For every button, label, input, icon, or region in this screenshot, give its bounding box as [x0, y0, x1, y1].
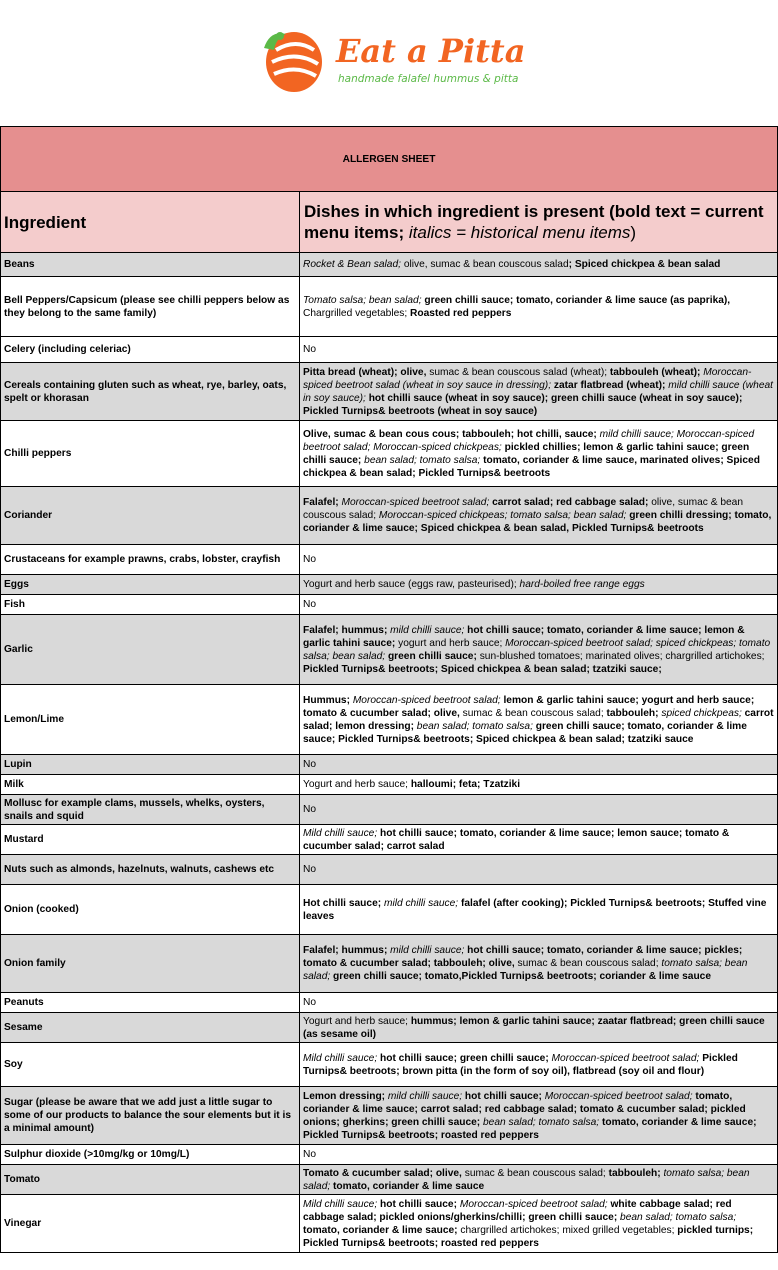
dishes-header-main: Dishes in which ingredient is present (bold text = current menu items; [304, 202, 764, 242]
dish-text: Tomato salsa; bean salad; [303, 294, 422, 306]
table-row [1, 935, 778, 993]
dish-text: hot chilli sauce; tomato, coriander & lime sauce; pickles; tomato & cucumber salad; tabbouleh; olive, [303, 945, 743, 969]
dish-text: tabbouleh; [603, 707, 659, 719]
dishes-cell [300, 363, 778, 421]
title-row [1, 127, 778, 192]
ingredient-cell: Mustard [1, 825, 300, 855]
dish-text: No [303, 1149, 317, 1160]
dish-text: Mild chilli sauce; [303, 1052, 378, 1064]
dish-text: carrot salad; red cabbage salad; [489, 497, 649, 508]
dishes-cell [300, 685, 778, 755]
ingredient-cell: Nuts such as almonds, hazelnuts, walnuts, cashews etc [1, 855, 300, 885]
dish-text: Moroccan-spiced beetroot salad; [541, 1090, 693, 1102]
dish-text: mild chilli sauce; [385, 1090, 463, 1102]
dish-text: bean salad; tomato salsa; [480, 1116, 600, 1128]
dish-text: Hummus; [303, 694, 350, 706]
table-row [1, 253, 778, 277]
dish-text: spiced chickpeas; [658, 707, 742, 719]
dish-text: mild chilli sauce; [387, 624, 465, 636]
dish-text: Falafel; hummus; [303, 624, 388, 636]
dishes-cell [300, 421, 778, 487]
dish-text: sun-blushed tomatoes; marinated olives; chargrilled artichokes; [476, 650, 765, 662]
dishes-cell [300, 855, 778, 885]
dish-text: No [303, 554, 317, 565]
dish-text: hot chilli sauce; green chilli sauce; [377, 1052, 549, 1064]
dish-text: sumac & bean couscous salad; [514, 958, 659, 969]
ingredient-cell: Mollusc for example clams, mussels, whelks, oysters, snails and squid [1, 795, 300, 825]
ingredient-cell: Eggs [1, 575, 300, 595]
dish-text: pickled turnips; Pickled Turnips& beetroots; roasted red peppers [303, 1224, 754, 1249]
dish-text: Moroccan-spiced beetroot salad; [349, 694, 501, 706]
dishes-cell [300, 1165, 778, 1195]
dishes-cell [300, 1195, 778, 1253]
table-row [1, 755, 778, 775]
dish-text: yogurt and herb sauce; [395, 637, 503, 649]
dish-text: hot chilli sauce; tomato, coriander & lime sauce; lemon & garlic tahini sauce; [303, 624, 745, 649]
table-row [1, 1013, 778, 1043]
dish-text: Moroccan-spiced beetroot salad; [457, 1198, 608, 1210]
dish-text: bean salad; tomato salsa; [617, 1211, 737, 1223]
dish-text: tomato salsa; bean salad; [303, 1167, 750, 1192]
dishes-header [300, 192, 778, 253]
dishes-header-italic: italics = historical menu items [408, 223, 631, 242]
dishes-cell [300, 935, 778, 993]
table-row [1, 575, 778, 595]
dish-text: mild chilli sauce; [387, 945, 465, 956]
dish-text: tomato, coriander & lime sauce; carrot salad; red cabbage salad; tomato & cucumber salad; pickled onions; gherkins; green chilli sauce; [303, 1090, 746, 1128]
dish-text: halloumi; feta; Tzatziki [407, 779, 521, 790]
logo-tagline: handmade falafel hummus & pitta [338, 73, 519, 85]
dish-text: Moroccan-spiced beetroot salad; spiced chickpeas; tomato salsa; bean salad; [303, 637, 771, 662]
table-row [1, 363, 778, 421]
dish-text: Pitta bread (wheat); olive, [303, 366, 427, 378]
dish-text: Lemon dressing; [303, 1090, 386, 1102]
dish-text: No [303, 864, 317, 875]
dish-text: Hot chilli sauce; [303, 897, 382, 909]
ingredient-cell: Lupin [1, 755, 300, 775]
ingredient-cell: Sulphur dioxide (>10mg/kg or 10mg/L) [1, 1145, 300, 1165]
dishes-cell [300, 825, 778, 855]
dish-text: tomato, coriander & lime sauce [330, 1180, 485, 1192]
dishes-cell [300, 1013, 778, 1043]
dish-text: olive, sumac & bean couscous salad [400, 259, 569, 270]
dish-text: falafel (after cooking); Pickled Turnips& beetroots; Stuffed vine leaves [303, 897, 767, 922]
ingredient-cell: Crustaceans for example prawns, crabs, lobster, crayfish [1, 545, 300, 575]
ingredient-cell: Sesame [1, 1013, 300, 1043]
dish-text: pickled chillies; lemon & garlic tahini sauce; green chilli sauce; [303, 441, 750, 466]
eat-a-pitta-logo [256, 20, 526, 100]
dish-text: green chilli sauce; tomato,Pickled Turnips& beetroots; coriander & lime sauce [330, 971, 711, 982]
dish-text: Chargrilled vegetables; [303, 307, 408, 319]
dish-text: No [303, 344, 317, 355]
table-row [1, 337, 778, 363]
dish-text: hot chilli sauce; [462, 1090, 542, 1102]
table-row [1, 685, 778, 755]
dish-text: Falafel; hummus; [303, 945, 388, 956]
ingredient-cell: Bell Peppers/Capsicum (please see chilli peppers below as they belong to the same family) [1, 277, 300, 337]
table-row [1, 775, 778, 795]
dishes-cell [300, 615, 778, 685]
dish-text: zatar flatbread (wheat); [551, 379, 666, 391]
dish-text: Pickled Turnips& beetroots; Spiced chickpea & bean salad; tzatziki sauce; [303, 663, 662, 675]
dishes-cell [300, 545, 778, 575]
dish-text: Moroccan-spiced beetroot salad; [338, 497, 490, 508]
allergen-rows [1, 253, 778, 1253]
dish-text: tabbouleh (wheat); [607, 366, 701, 378]
page-title: ALLERGEN SHEET [1, 127, 778, 192]
dish-text: tomato salsa; bean salad; [303, 958, 748, 982]
ingredient-cell: Soy [1, 1043, 300, 1087]
ingredient-cell: Vinegar [1, 1195, 300, 1253]
table-row [1, 1195, 778, 1253]
dish-text: sumac & bean couscous salad; [459, 707, 604, 719]
dish-text: tomato, coriander & lime sauce; [303, 1224, 458, 1236]
dish-text: Roasted red peppers [407, 307, 512, 319]
ingredient-cell: Celery (including celeriac) [1, 337, 300, 363]
dish-text: hot chilli sauce; tomato, coriander & lime sauce; lemon sauce; tomato & cucumber salad; carrot salad [303, 827, 730, 852]
table-row [1, 993, 778, 1013]
dish-text: Moroccan-spiced beetroot salad; [548, 1052, 700, 1064]
dish-text: Moroccan-spiced chickpeas; tomato salsa; bean salad; [376, 510, 627, 521]
dish-text: Rocket & Bean salad; [303, 259, 401, 270]
dish-text: Mild chilli sauce; [303, 1198, 378, 1210]
ingredient-cell: Onion (cooked) [1, 885, 300, 935]
dish-text: Olive, sumac & bean cous cous; tabbouleh; hot chilli, sauce; [303, 428, 597, 440]
dish-text: chargrilled artichokes; mixed grilled vegetables; [457, 1224, 675, 1236]
dish-text: bean salad; tomato salsa; [361, 454, 481, 466]
dish-text: mild chilli sauce (wheat in soy sauce); [303, 379, 773, 404]
dishes-cell [300, 775, 778, 795]
table-row [1, 885, 778, 935]
logo-brand: Eat a Pitta [336, 32, 526, 70]
dishes-cell [300, 337, 778, 363]
table-row [1, 277, 778, 337]
dishes-header-end: ) [630, 223, 637, 242]
dish-text: green chilli dressing; tomato, coriander & lime sauce; Spiced chickpea & bean salad, Pickled Turnips& beetroots [303, 510, 772, 534]
dish-text: Tomato & cucumber salad; olive, [303, 1167, 462, 1179]
dishes-cell [300, 595, 778, 615]
dish-text: Moroccan-spiced beetroot salad (wheat in soy sauce in dressing); [303, 366, 752, 391]
dish-text: olive, sumac & bean couscous salad; [303, 497, 743, 521]
dish-text: ; Spiced chickpea & bean salad [568, 259, 721, 270]
dish-text: mild chilli sauce; Moroccan-spiced beetroot salad; Moroccan-spiced chickpeas; [303, 428, 755, 453]
dish-text: No [303, 804, 317, 815]
table-row [1, 855, 778, 885]
dishes-cell [300, 1043, 778, 1087]
ingredient-cell: Lemon/Lime [1, 685, 300, 755]
table-row [1, 487, 778, 545]
ingredient-cell: Chilli peppers [1, 421, 300, 487]
table-row [1, 1087, 778, 1145]
dish-text: white cabbage salad; red cabbage salad; pickled onions/gherkins/chilli; green chilli sauce; [303, 1198, 732, 1223]
table-row [1, 421, 778, 487]
dish-text: tomato, coriander & lime sauce, marinated olives; Spiced chickpea & bean salad; Pickled Turnips& beetroots [303, 454, 760, 479]
table-row [1, 1145, 778, 1165]
ingredient-cell: Onion family [1, 935, 300, 993]
ingredient-cell: Beans [1, 253, 300, 277]
dish-text: Mild chilli sauce; [303, 827, 378, 839]
dish-text: sumac & bean couscous salad; [461, 1167, 606, 1179]
table-row [1, 795, 778, 825]
table-row [1, 595, 778, 615]
dishes-cell [300, 277, 778, 337]
table-row [1, 1043, 778, 1087]
dishes-cell [300, 885, 778, 935]
ingredient-cell: Fish [1, 595, 300, 615]
dish-text: green chilli sauce; tomato, coriander & lime sauce; Pickled Turnips& beetroots; Spiced chickpea & bean salad; tzatziki sauce [303, 720, 747, 745]
dish-text: hot chilli sauce; [377, 1198, 457, 1210]
ingredient-cell: Milk [1, 775, 300, 795]
dish-text: No [303, 997, 317, 1008]
dish-text: No [303, 759, 317, 770]
dish-text: Falafel; [303, 497, 339, 508]
dish-text: hummus; lemon & garlic tahini sauce; zaatar flatbread; green chilli sauce (as sesame oil) [303, 1015, 765, 1040]
dish-text: green chilli sauce; [385, 650, 477, 662]
ingredient-cell: Peanuts [1, 993, 300, 1013]
dishes-cell [300, 993, 778, 1013]
dish-text: lemon & garlic tahini sauce; yogurt and herb sauce; tomato & cucumber salad; olive, [303, 694, 755, 719]
dish-text: carrot salad; lemon dressing; [303, 707, 774, 732]
dish-text: tomato, coriander & lime sauce; Pickled Turnips& beetroots; roasted red peppers [303, 1116, 757, 1141]
table-row [1, 1165, 778, 1195]
dishes-cell [300, 575, 778, 595]
dish-text: Yogurt and herb sauce; [303, 779, 408, 790]
dish-text: No [303, 599, 317, 610]
pitta-swirl-icon [264, 32, 322, 92]
dishes-cell [300, 1145, 778, 1165]
dish-text: mild chilli sauce; [381, 897, 459, 909]
ingredient-cell: Tomato [1, 1165, 300, 1195]
dishes-cell [300, 253, 778, 277]
dish-text: Yogurt and herb sauce (eggs raw, pasteurised); [303, 579, 517, 590]
dishes-cell [300, 795, 778, 825]
ingredient-cell: Cereals containing gluten such as wheat, rye, barley, oats, spelt or khorasan [1, 363, 300, 421]
dish-text: green chilli sauce; tomato, coriander & lime sauce (as paprika), [421, 294, 731, 306]
dish-text: hot chilli sauce (wheat in soy sauce); green chilli sauce (wheat in soy sauce); Pickled Turnips& beetroots (wheat in soy sauce) [303, 392, 743, 417]
dishes-cell [300, 1087, 778, 1145]
header-row [1, 192, 778, 253]
table-row [1, 545, 778, 575]
dishes-cell [300, 487, 778, 545]
dish-text: Yogurt and herb sauce; [303, 1015, 408, 1027]
ingredient-cell: Coriander [1, 487, 300, 545]
table-row [1, 615, 778, 685]
ingredient-cell: Garlic [1, 615, 300, 685]
dish-text: sumac & bean couscous salad (wheat); [426, 366, 608, 378]
dishes-cell [300, 755, 778, 775]
allergen-table [0, 126, 778, 1253]
dish-text: Pickled Turnips& beetroots; brown pitta (in the form of soy oil), flatbread (soy oil and flour) [303, 1052, 738, 1077]
dish-text: tabbouleh; [605, 1167, 661, 1179]
ingredient-header: Ingredient [1, 192, 300, 253]
dish-text: bean salad; tomato salsa; [413, 720, 533, 732]
dish-text: hard-boiled free range eggs [516, 579, 645, 590]
table-row [1, 825, 778, 855]
ingredient-cell: Sugar (please be aware that we add just a little sugar to some of our products to balance the sour elements but it is a minimal amount) [1, 1087, 300, 1145]
